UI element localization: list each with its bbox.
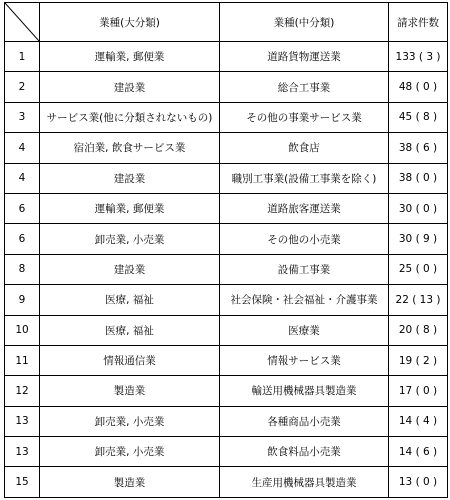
- table-row: [5, 467, 448, 497]
- claim-count-cell: 133 ( 3 ): [389, 42, 448, 72]
- claim-count-cell: 13 ( 0 ): [389, 467, 448, 497]
- rank-cell: 2: [5, 72, 40, 102]
- table-row: [5, 254, 448, 284]
- major-category-cell: 製造業: [40, 467, 220, 497]
- major-category-cell: 建設業: [40, 72, 220, 102]
- major-category-cell: 宿泊業, 飲食サービス業: [40, 133, 220, 163]
- major-category-cell: 建設業: [40, 254, 220, 284]
- major-category-cell: 情報通信業: [40, 345, 220, 375]
- mid-category-cell: 輸送用機械器具製造業: [220, 376, 389, 406]
- claim-count-cell: 25 ( 0 ): [389, 254, 448, 284]
- claim-count-cell: 45 ( 8 ): [389, 102, 448, 132]
- table-body: [5, 42, 448, 498]
- table-row: [5, 345, 448, 375]
- table-row: [5, 315, 448, 345]
- table-row: [5, 406, 448, 436]
- rank-cell: 12: [5, 376, 40, 406]
- claim-count-cell: 48 ( 0 ): [389, 72, 448, 102]
- table-row: [5, 224, 448, 254]
- major-category-cell: 運輸業, 郵便業: [40, 42, 220, 72]
- rank-cell: 4: [5, 133, 40, 163]
- major-category-cell: 卸売業, 小売業: [40, 224, 220, 254]
- mid-category-cell: 道路貨物運送業: [220, 42, 389, 72]
- major-category-cell: 運輸業, 郵便業: [40, 193, 220, 223]
- table-row: [5, 193, 448, 223]
- header-row: [5, 3, 448, 42]
- rank-cell: 10: [5, 315, 40, 345]
- table-row: [5, 133, 448, 163]
- claim-count-cell: 30 ( 0 ): [389, 193, 448, 223]
- major-category-cell: 建設業: [40, 163, 220, 193]
- rank-cell: 13: [5, 406, 40, 436]
- mid-category-cell: 設備工事業: [220, 254, 389, 284]
- diagonal-divider: [5, 3, 39, 41]
- rank-cell: 6: [5, 193, 40, 223]
- claim-count-cell: 14 ( 4 ): [389, 406, 448, 436]
- major-category-cell: サービス業(他に分類されないもの): [40, 102, 220, 132]
- mid-category-cell: 職別工事業(設備工事業を除く): [220, 163, 389, 193]
- mid-category-cell: 情報サービス業: [220, 345, 389, 375]
- mid-category-cell: 道路旅客運送業: [220, 193, 389, 223]
- mid-category-header: 業種(中分類): [220, 3, 389, 42]
- table-row: [5, 437, 448, 467]
- mid-category-cell: 飲食料品小売業: [220, 437, 389, 467]
- rank-cell: 15: [5, 467, 40, 497]
- claim-count-cell: 38 ( 0 ): [389, 163, 448, 193]
- major-category-cell: 製造業: [40, 376, 220, 406]
- mid-category-cell: 総合工事業: [220, 72, 389, 102]
- table-row: [5, 42, 448, 72]
- rank-cell: 9: [5, 285, 40, 315]
- table-row: [5, 102, 448, 132]
- major-category-cell: 医療, 福祉: [40, 315, 220, 345]
- major-category-cell: 医療, 福祉: [40, 285, 220, 315]
- rank-cell: 13: [5, 437, 40, 467]
- table-row: [5, 285, 448, 315]
- claim-count-cell: 30 ( 9 ): [389, 224, 448, 254]
- claim-count-cell: 20 ( 8 ): [389, 315, 448, 345]
- claim-count-cell: 17 ( 0 ): [389, 376, 448, 406]
- rank-cell: 6: [5, 224, 40, 254]
- major-category-cell: 卸売業, 小売業: [40, 437, 220, 467]
- mid-category-cell: 飲食店: [220, 133, 389, 163]
- rank-cell: 1: [5, 42, 40, 72]
- table-row: [5, 72, 448, 102]
- rank-header-corner: [5, 3, 40, 42]
- claim-count-cell: 38 ( 6 ): [389, 133, 448, 163]
- rank-cell: 8: [5, 254, 40, 284]
- rank-cell: 3: [5, 102, 40, 132]
- mid-category-cell: その他の小売業: [220, 224, 389, 254]
- claim-count-cell: 14 ( 6 ): [389, 437, 448, 467]
- mid-category-cell: 生産用機械器具製造業: [220, 467, 389, 497]
- mid-category-cell: 医療業: [220, 315, 389, 345]
- table-row: [5, 376, 448, 406]
- mid-category-cell: 各種商品小売業: [220, 406, 389, 436]
- major-category-header: 業種(大分類): [40, 3, 220, 42]
- major-category-cell: 卸売業, 小売業: [40, 406, 220, 436]
- claim-count-cell: 22 ( 13 ): [389, 285, 448, 315]
- rank-cell: 4: [5, 163, 40, 193]
- claim-count-cell: 19 ( 2 ): [389, 345, 448, 375]
- industry-ranking-table: [4, 2, 448, 498]
- claim-count-header: 請求件数: [389, 3, 448, 42]
- mid-category-cell: その他の事業サービス業: [220, 102, 389, 132]
- mid-category-cell: 社会保険・社会福祉・介護事業: [220, 285, 389, 315]
- table-row: [5, 163, 448, 193]
- rank-cell: 11: [5, 345, 40, 375]
